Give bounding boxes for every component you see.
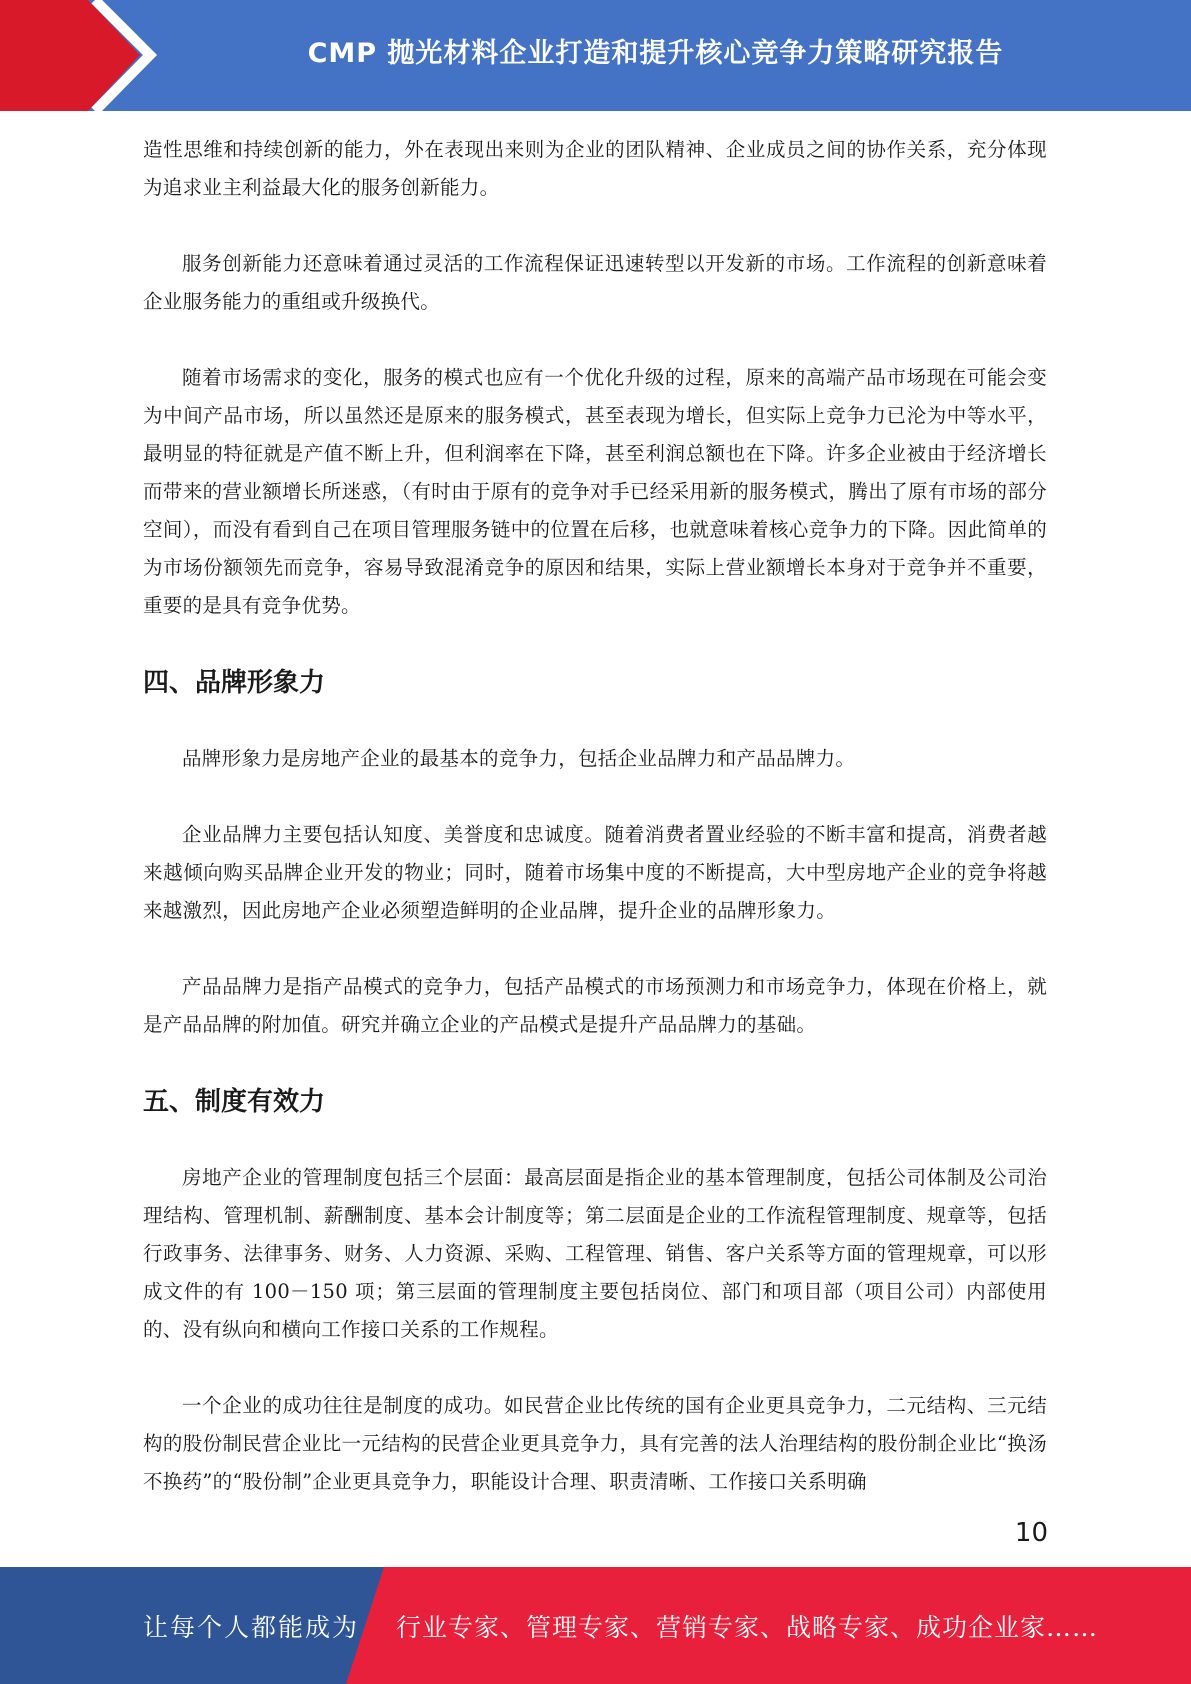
- report-title: CMP 抛光材料企业打造和提升核心竞争力策略研究报告: [307, 37, 1004, 69]
- paragraph: 企业品牌力主要包括认知度、美誉度和忠诚度。随着消费者置业经验的不断丰富和提高，消费者越来越倾向购买品牌企业开发的物业；同时，随着市场集中度的不断提高，大中型房地产企业的竞争将越来越激烈，因此房地产企业必须塑造鲜明的企业品牌，提升企业的品牌形象力。: [143, 823, 1047, 922]
- paragraph: 造性思维和持续创新的能力，外在表现出来则为企业的团队精神、企业成员之间的协作关系，充分体现为追求业主利益最大化的服务创新能力。: [143, 138, 1047, 199]
- footer-slogan-right: 行业专家、管理专家、营销专家、战略专家、成功企业家……: [396, 1612, 1099, 1642]
- page-header: [0, 0, 1191, 111]
- header-arrow-decoration: [0, 0, 160, 111]
- paragraph: 一个企业的成功往往是制度的成功。如民营企业比传统的国有企业更具竞争力，二元结构、三元结构的股份制民营企业比一元结构的民营企业更具竞争力，具有完善的法人治理结构的股份制企业比“换汤不换药”的“股份制”企业更具竞争力，职能设计合理、职责清晰、工作接口关系明确: [143, 1394, 1047, 1493]
- section-heading-brand: 四、品牌形象力: [143, 668, 326, 698]
- paragraph: 产品品牌力是指产品模式的竞争力，包括产品模式的市场预测力和市场竞争力，体现在价格上，就是产品品牌的附加值。研究并确立企业的产品模式是提升产品品牌力的基础。: [143, 975, 1047, 1036]
- page-content: [143, 131, 1047, 1539]
- paragraph: 房地产企业的管理制度包括三个层面：最高层面是指企业的基本管理制度，包括公司体制及公司治理结构、管理机制、薪酬制度、基本会计制度等；第二层面是企业的工作流程管理制度、规章等，包括行政事务、法律事务、财务、人力资源、采购、工程管理、销售、客户关系等方面的管理规章，可以形成文件的有 100－150 项；第三层面的管理制度主要包括岗位、部门和项目部（项目公司）内部使用的、没有纵向和横向工作接口关系的工作规程。: [143, 1166, 1047, 1341]
- paragraph: 品牌形象力是房地产企业的最基本的竞争力，包括企业品牌力和产品品牌力。: [182, 747, 856, 770]
- page-number: 10: [1014, 1518, 1048, 1548]
- page-footer: [0, 1567, 1191, 1684]
- section-heading-system: 五、制度有效力: [143, 1087, 326, 1117]
- paragraph: 随着市场需求的变化，服务的模式也应有一个优化升级的过程，原来的高端产品市场现在可能会变为中间产品市场，所以虽然还是原来的服务模式，甚至表现为增长，但实际上竞争力已沦为中等水平，最明显的特征就是产值不断上升，但利润率在下降，甚至利润总额也在下降。许多企业被由于经济增长而带来的营业额增长所迷惑，（有时由于原有的竞争对手已经采用新的服务模式，腾出了原有市场的部分空间），而没有看到自己在项目管理服务链中的位置在后移，也就意味着核心竞争力的下降。因此简单的为市场份额领先而竞争，容易导致混淆竞争的原因和结果，实际上营业额增长本身对于竞争并不重要，重要的是具有竞争优势。: [143, 366, 1047, 617]
- paragraph: 服务创新能力还意味着通过灵活的工作流程保证迅速转型以开发新的市场。工作流程的创新意味着企业服务能力的重组或升级换代。: [143, 252, 1047, 313]
- footer-slogan-left: 让每个人都能成为: [143, 1612, 360, 1642]
